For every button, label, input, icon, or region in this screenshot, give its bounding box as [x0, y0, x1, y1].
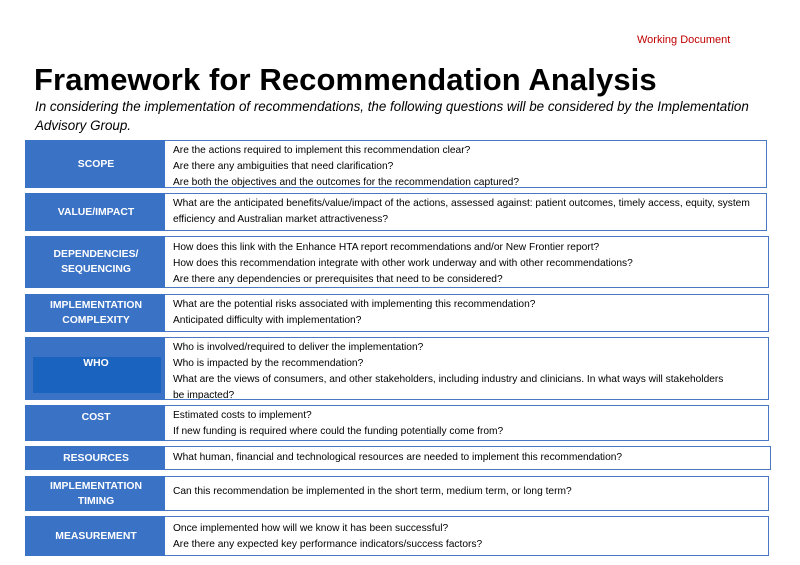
complexity-question-1: What are the potential risks associated with implementing this recommendation? — [173, 299, 536, 310]
label-dependencies: DEPENDENCIES/ SEQUENCING — [25, 236, 167, 288]
box-value-impact — [165, 193, 767, 231]
label-scope: SCOPE — [25, 140, 167, 188]
cost-question-1: Estimated costs to implement? — [173, 410, 312, 421]
cost-question-2: If new funding is required where could the funding potentially come from? — [173, 426, 504, 437]
label-implementation-timing: IMPLEMENTATION TIMING — [25, 476, 167, 511]
box-who — [165, 337, 769, 400]
row-dependencies — [25, 236, 769, 288]
label-resources: RESOURCES — [25, 446, 167, 470]
box-resources — [165, 446, 771, 470]
label-measurement: MEASUREMENT — [25, 516, 167, 556]
measurement-question-2: Are there any expected key performance indicators/success factors? — [173, 539, 483, 550]
row-cost — [25, 405, 769, 441]
box-scope — [165, 140, 767, 188]
label-implementation-complexity: IMPLEMENTATION COMPLEXITY — [25, 294, 167, 332]
row-measurement — [25, 516, 769, 556]
box-implementation-complexity — [165, 294, 769, 332]
dependencies-question-1: How does this link with the Enhance HTA report recommendations and/or New Frontier report? — [173, 242, 600, 253]
dependencies-question-3: Are there any dependencies or prerequisites that need to be considered? — [173, 274, 503, 285]
value-impact-question-1: What are the anticipated benefits/value/impact of the actions, assessed against: patient outcomes, timely access, equity, system efficiency and Australian market attractiveness? — [173, 198, 750, 225]
timing-question-1: Can this recommendation be implemented in the short term, medium term, or long term? — [173, 486, 572, 497]
who-question-1: Who is involved/required to deliver the implementation? — [173, 342, 424, 353]
row-implementation-complexity — [25, 294, 769, 332]
row-who — [25, 337, 769, 400]
label-value-impact: VALUE/IMPACT — [25, 193, 167, 231]
complexity-question-2: Anticipated difficulty with implementation? — [173, 315, 362, 326]
label-cost: COST — [25, 405, 167, 441]
scope-question-2: Are there any ambiguities that need clarification? — [173, 161, 394, 172]
page-title: Framework for Recommendation Analysis — [34, 62, 657, 97]
box-dependencies — [165, 236, 769, 288]
box-measurement — [165, 516, 769, 556]
who-question-3: What are the views of consumers, and other stakeholders, including industry and clinicians. In what ways will stakeholders be impacted? — [173, 374, 724, 400]
scope-question-1: Are the actions required to implement this recommendation clear? — [173, 145, 471, 156]
working-document-label: Working Document — [637, 34, 731, 46]
dependencies-question-2: How does this recommendation integrate with other work underway and with other recommendations? — [173, 258, 633, 269]
row-resources — [25, 446, 771, 470]
label-who: WHO — [83, 358, 109, 369]
label-who-background — [25, 337, 167, 400]
row-scope — [25, 140, 767, 188]
resources-question-1: What human, financial and technological resources are needed to implement this recommendation? — [173, 452, 623, 463]
page-subtitle: In considering the implementation of recommendations, the following questions will be considered by the Implementation Advisory Group. — [35, 99, 749, 133]
row-implementation-timing — [25, 476, 769, 511]
box-implementation-timing — [165, 476, 769, 511]
who-question-2: Who is impacted by the recommendation? — [173, 358, 364, 369]
measurement-question-1: Once implemented how will we know it has been successful? — [173, 523, 449, 534]
row-value-impact — [25, 193, 767, 231]
scope-question-3: Are both the objectives and the outcomes for the recommendation captured? — [173, 177, 520, 188]
box-cost — [165, 405, 769, 441]
